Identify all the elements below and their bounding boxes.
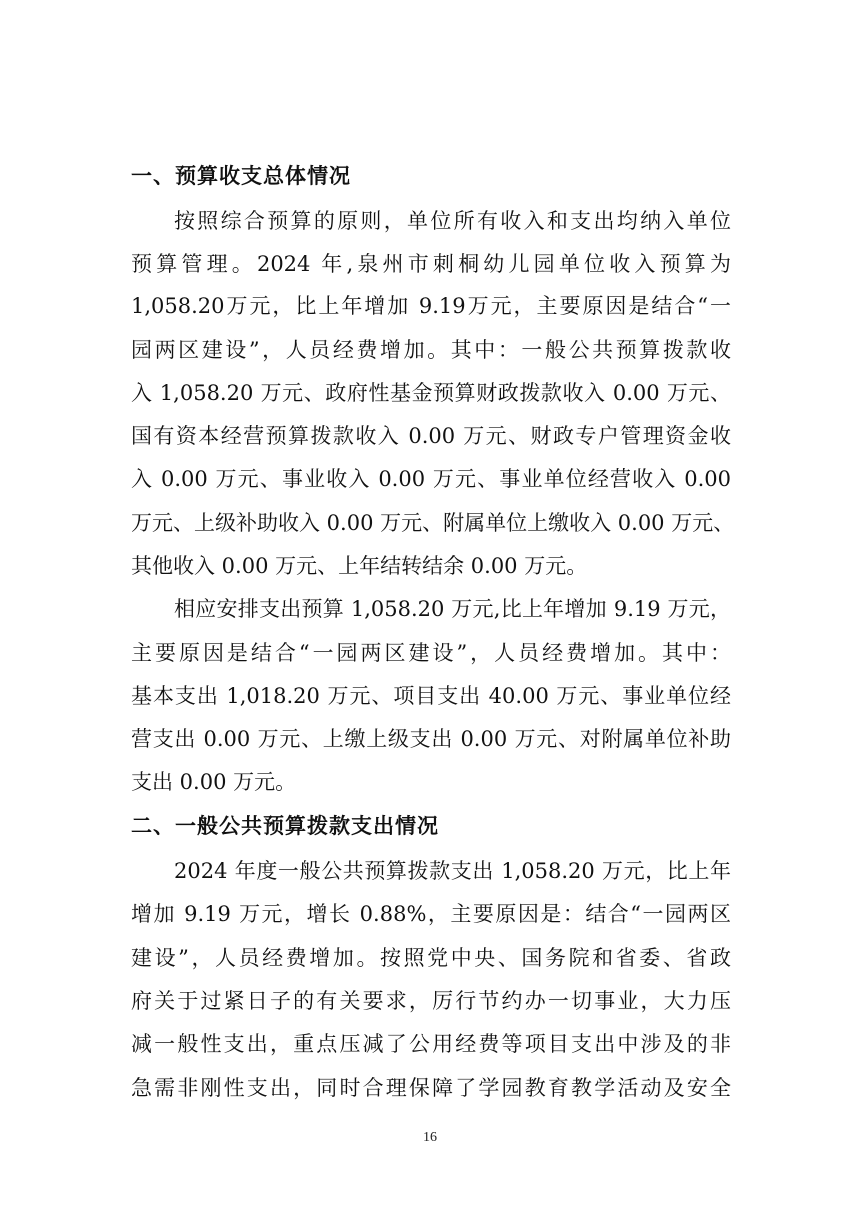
body-text-line: 建设”，人员经费增加。按照党中央、国务院和省委、省政 [131,946,731,970]
body-text-line: 2024 年度一般公共预算拨款支出 1,058.20 万元，比上年 [174,859,731,883]
section-heading-budget-overview: 一、预算收支总体情况 [131,164,351,188]
page-number: 16 [423,1130,437,1145]
body-text-line: 预算管理。2024 年,泉州市刺桐幼儿园单位收入预算为 [131,252,731,276]
body-text-line: 按照综合预算的原则，单位所有收入和支出均纳入单位 [174,209,731,233]
body-text-line: 基本支出 1,018.20 万元、项目支出 40.00 万元、事业单位经 [131,684,731,708]
body-text-line: 府关于过紧日子的有关要求，厉行节约办一切事业，大力压 [131,989,731,1013]
body-text-line: 主要原因是结合“一园两区建设”，人员经费增加。其中： [131,641,731,665]
body-text-line: 减一般性支出，重点压减了公用经费等项目支出中涉及的非 [131,1032,731,1056]
section-heading-general-budget-expenditure: 二、一般公共预算拨款支出情况 [131,814,439,838]
body-text-line: 其他收入 0.00 万元、上年结转结余 0.00 万元。 [131,554,588,578]
body-text-line: 园两区建设”，人员经费增加。其中：一般公共预算拨款收 [131,338,731,362]
body-text-line: 营支出 0.00 万元、上缴上级支出 0.00 万元、对附属单位补助 [131,727,731,751]
body-text-line: 万元、上级补助收入 0.00 万元、附属单位上缴收入 0.00 万元、 [131,511,735,535]
body-text-line: 1,058.20万元，比上年增加 9.19万元，主要原因是结合“一 [131,294,731,318]
body-text-line: 增加 9.19 万元，增长 0.88%，主要原因是：结合“一园两区 [131,902,731,926]
body-text-line: 国有资本经营预算拨款收入 0.00 万元、财政专户管理资金收 [131,424,731,448]
body-text-line: 相应安排支出预算 1,058.20 万元,比上年增加 9.19 万元， [174,597,731,621]
body-text-line: 入 1,058.20 万元、政府性基金预算财政拨款收入 0.00 万元、 [131,381,731,405]
body-text-line: 急需非刚性支出，同时合理保障了学园教育教学活动及安全 [131,1076,731,1100]
body-text-line: 入 0.00 万元、事业收入 0.00 万元、事业单位经营收入 0.00 [131,467,731,491]
body-text-line: 支出 0.00 万元。 [131,770,297,794]
